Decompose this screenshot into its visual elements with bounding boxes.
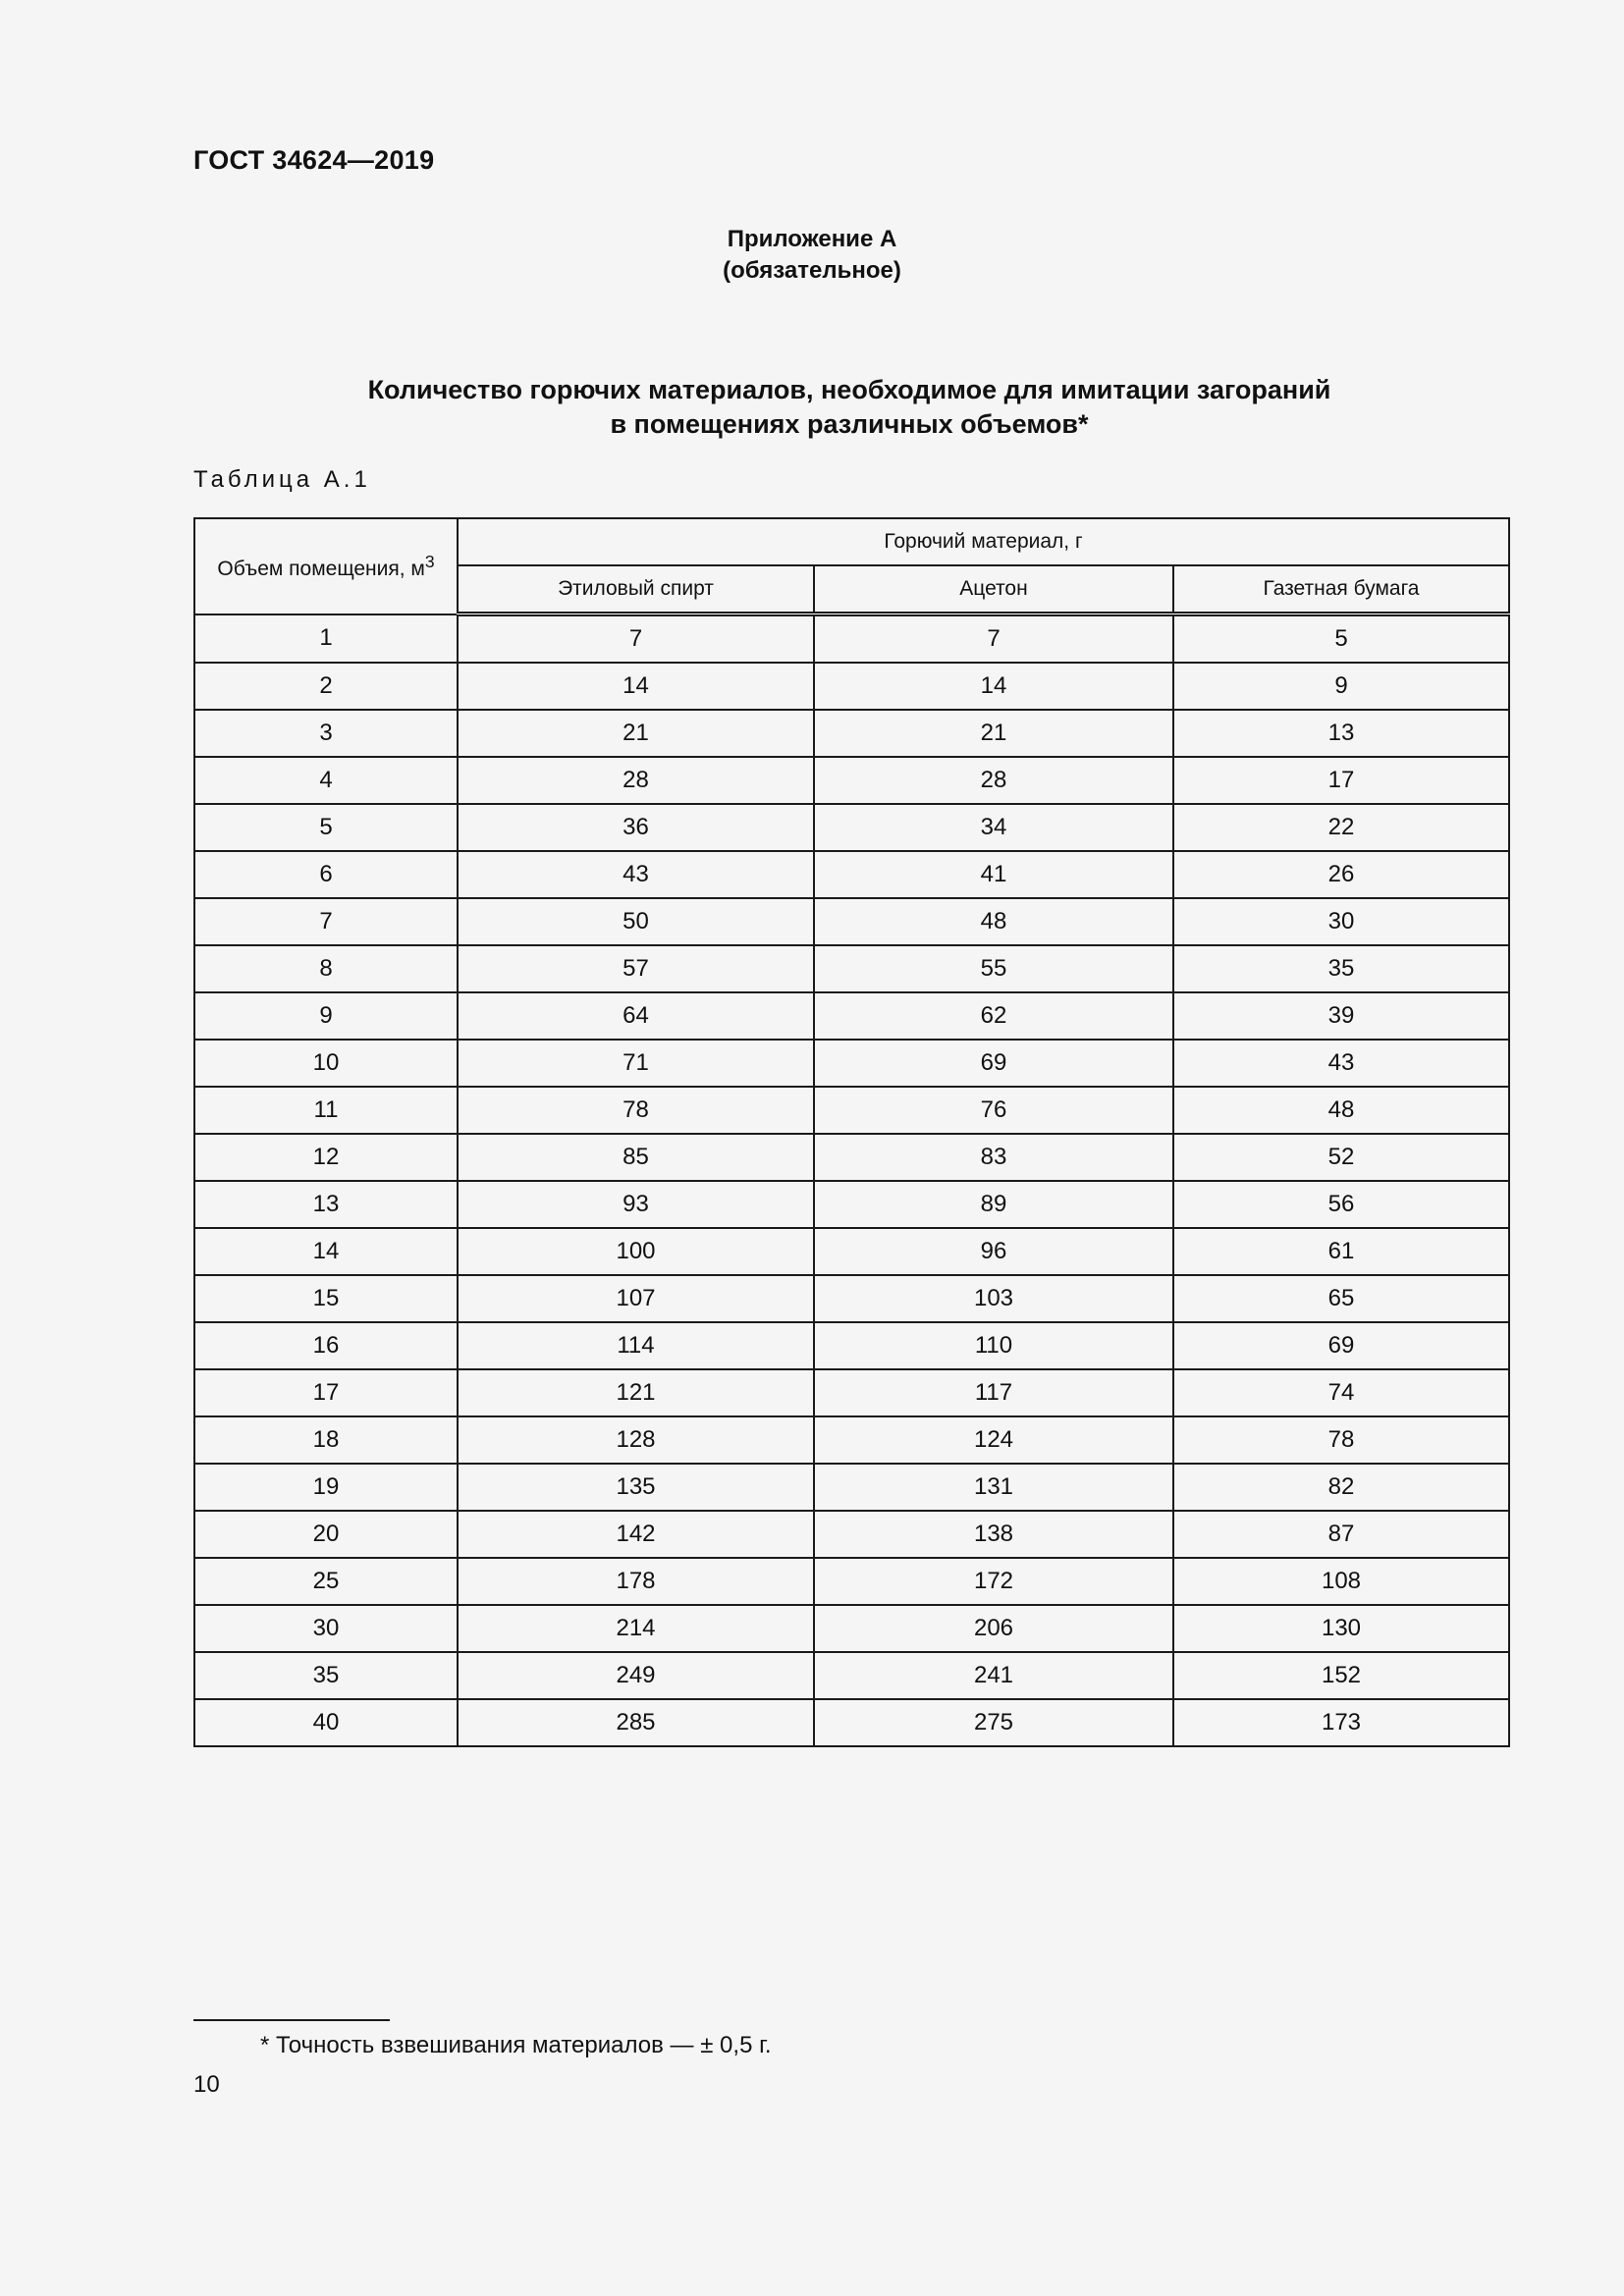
table-cell: 28 [814, 757, 1173, 804]
table-cell: 173 [1173, 1699, 1509, 1746]
table-cell: 172 [814, 1558, 1173, 1605]
table-row [194, 992, 1509, 1040]
table-cell: 275 [814, 1699, 1173, 1746]
table-row [194, 1040, 1509, 1087]
table-cell: 11 [194, 1087, 458, 1134]
document-code: ГОСТ 34624—2019 [193, 145, 435, 175]
table-row [194, 663, 1509, 710]
table-cell: 130 [1173, 1605, 1509, 1652]
table-row [194, 1275, 1509, 1322]
table-cell: 74 [1173, 1369, 1509, 1416]
column-header-acetone: Ацетон [814, 565, 1173, 614]
table-cell: 142 [458, 1511, 814, 1558]
table-cell: 96 [814, 1228, 1173, 1275]
table-cell: 8 [194, 945, 458, 992]
table-cell: 1 [194, 614, 458, 664]
materials-table [193, 517, 1510, 1747]
table-cell: 22 [1173, 804, 1509, 851]
footnote: * Точность взвешивания материалов — ± 0,5 г. [260, 2032, 772, 2058]
table-cell: 76 [814, 1087, 1173, 1134]
table-row [194, 757, 1509, 804]
page-number: 10 [193, 2071, 220, 2098]
table-cell: 121 [458, 1369, 814, 1416]
table-cell: 7 [194, 898, 458, 945]
table-cell: 7 [458, 614, 814, 664]
table-cell: 20 [194, 1511, 458, 1558]
table-cell: 57 [458, 945, 814, 992]
table-row [194, 804, 1509, 851]
appendix-status: (обязательное) [723, 257, 901, 284]
table-cell: 138 [814, 1511, 1173, 1558]
table-cell: 10 [194, 1040, 458, 1087]
table-row [194, 710, 1509, 757]
volume-header-unit-exponent: 3 [424, 551, 435, 571]
table-cell: 14 [458, 663, 814, 710]
table-row [194, 851, 1509, 898]
table-cell: 5 [194, 804, 458, 851]
table-cell: 52 [1173, 1134, 1509, 1181]
table-cell: 34 [814, 804, 1173, 851]
table-cell: 206 [814, 1605, 1173, 1652]
table-title-line-1: Количество горючих материалов, необходимое для имитации загораний [367, 375, 1331, 404]
table-title-line-2: в помещениях различных объемов* [610, 409, 1089, 439]
table-cell: 178 [458, 1558, 814, 1605]
table-cell: 4 [194, 757, 458, 804]
appendix-title: Приложение А [727, 226, 897, 252]
table-row [194, 1087, 1509, 1134]
table-cell: 103 [814, 1275, 1173, 1322]
table-row [194, 1464, 1509, 1511]
table-cell: 69 [1173, 1322, 1509, 1369]
table-cell: 12 [194, 1134, 458, 1181]
table-cell: 17 [1173, 757, 1509, 804]
table-row [194, 1605, 1509, 1652]
table-cell: 107 [458, 1275, 814, 1322]
table-row [194, 1322, 1509, 1369]
table-row [194, 945, 1509, 992]
table-cell: 87 [1173, 1511, 1509, 1558]
table-row [194, 614, 1509, 664]
table-cell: 21 [458, 710, 814, 757]
table-cell: 9 [1173, 663, 1509, 710]
table-cell: 16 [194, 1322, 458, 1369]
table-cell: 14 [194, 1228, 458, 1275]
table-cell: 35 [194, 1652, 458, 1699]
column-header-ethanol: Этиловый спирт [458, 565, 814, 614]
table-cell: 43 [1173, 1040, 1509, 1087]
material-group-header: Горючий материал, г [458, 518, 1509, 565]
table-cell: 69 [814, 1040, 1173, 1087]
table-row [194, 1369, 1509, 1416]
table-cell: 30 [194, 1605, 458, 1652]
table-cell: 5 [1173, 614, 1509, 664]
table-cell: 2 [194, 663, 458, 710]
table-cell: 13 [194, 1181, 458, 1228]
volume-column-header [194, 518, 458, 614]
table-cell: 18 [194, 1416, 458, 1464]
table-cell: 41 [814, 851, 1173, 898]
table-cell: 93 [458, 1181, 814, 1228]
footnote-divider [193, 2019, 390, 2021]
table-cell: 9 [194, 992, 458, 1040]
table-body [194, 614, 1509, 1747]
table-cell: 135 [458, 1464, 814, 1511]
table-row [194, 1511, 1509, 1558]
table-cell: 152 [1173, 1652, 1509, 1699]
table-cell: 56 [1173, 1181, 1509, 1228]
table-cell: 65 [1173, 1275, 1509, 1322]
table-cell: 7 [814, 614, 1173, 664]
table-cell: 30 [1173, 898, 1509, 945]
table-cell: 48 [1173, 1087, 1509, 1134]
table-row [194, 1699, 1509, 1746]
volume-header-text: Объем помещения, м [217, 557, 425, 580]
table-cell: 114 [458, 1322, 814, 1369]
table-cell: 71 [458, 1040, 814, 1087]
table-row [194, 1558, 1509, 1605]
table-cell: 214 [458, 1605, 814, 1652]
table-cell: 26 [1173, 851, 1509, 898]
table-cell: 64 [458, 992, 814, 1040]
table-cell: 117 [814, 1369, 1173, 1416]
table-cell: 78 [1173, 1416, 1509, 1464]
table-title [0, 373, 1624, 442]
table-cell: 25 [194, 1558, 458, 1605]
table-cell: 13 [1173, 710, 1509, 757]
table-cell: 15 [194, 1275, 458, 1322]
table-cell: 17 [194, 1369, 458, 1416]
table-cell: 14 [814, 663, 1173, 710]
table-cell: 6 [194, 851, 458, 898]
table-cell: 19 [194, 1464, 458, 1511]
table-row [194, 1228, 1509, 1275]
table-row [194, 1652, 1509, 1699]
table-cell: 40 [194, 1699, 458, 1746]
table-row [194, 1181, 1509, 1228]
table-cell: 131 [814, 1464, 1173, 1511]
table-cell: 36 [458, 804, 814, 851]
table-cell: 249 [458, 1652, 814, 1699]
table-cell: 285 [458, 1699, 814, 1746]
table-cell: 85 [458, 1134, 814, 1181]
table-cell: 110 [814, 1322, 1173, 1369]
table-cell: 21 [814, 710, 1173, 757]
table-cell: 82 [1173, 1464, 1509, 1511]
column-header-newspaper: Газетная бумага [1173, 565, 1509, 614]
table-cell: 48 [814, 898, 1173, 945]
table-cell: 50 [458, 898, 814, 945]
table-cell: 61 [1173, 1228, 1509, 1275]
table-cell: 124 [814, 1416, 1173, 1464]
table-cell: 89 [814, 1181, 1173, 1228]
table-label: Таблица А.1 [193, 466, 371, 493]
table-cell: 62 [814, 992, 1173, 1040]
table-cell: 108 [1173, 1558, 1509, 1605]
table-row [194, 898, 1509, 945]
table-cell: 128 [458, 1416, 814, 1464]
table-row [194, 1134, 1509, 1181]
table-cell: 55 [814, 945, 1173, 992]
appendix-heading [0, 224, 1624, 287]
table-cell: 241 [814, 1652, 1173, 1699]
table-cell: 43 [458, 851, 814, 898]
table-row [194, 1416, 1509, 1464]
table-cell: 35 [1173, 945, 1509, 992]
table-cell: 100 [458, 1228, 814, 1275]
table-cell: 83 [814, 1134, 1173, 1181]
table-cell: 28 [458, 757, 814, 804]
table-cell: 78 [458, 1087, 814, 1134]
table-cell: 39 [1173, 992, 1509, 1040]
table-cell: 3 [194, 710, 458, 757]
